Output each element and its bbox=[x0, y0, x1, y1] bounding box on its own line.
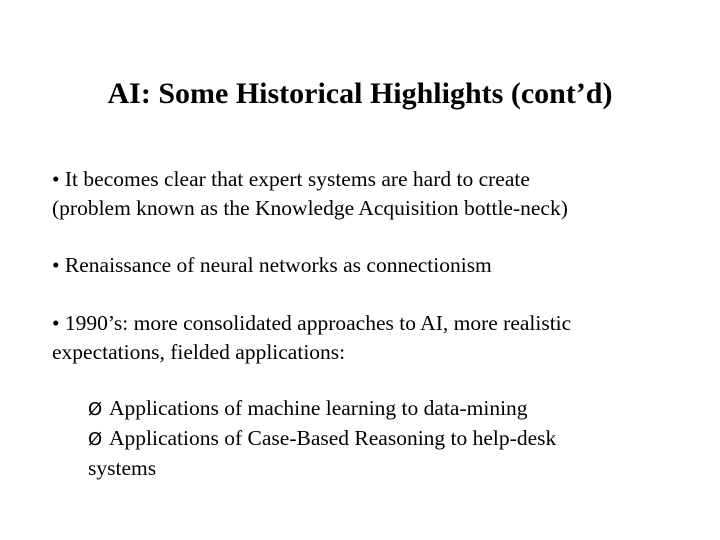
arrow-bullet-icon: Ø bbox=[88, 429, 103, 450]
bullet-line: expectations, fielded applications: bbox=[52, 340, 346, 364]
bullet-line: (problem known as the Knowledge Acquisition bottle-neck) bbox=[52, 196, 568, 220]
bullet-line: • It becomes clear that expert systems are hard to create bbox=[52, 167, 530, 191]
sub-bullet-line bbox=[88, 424, 688, 454]
sub-bullet-line bbox=[88, 394, 688, 424]
bullet-item bbox=[52, 165, 692, 223]
bullet-item bbox=[52, 251, 692, 280]
sub-bullet-list bbox=[88, 394, 688, 483]
bullet-item bbox=[52, 309, 692, 367]
arrow-bullet-icon: Ø bbox=[88, 399, 103, 420]
sub-bullet-line: systems bbox=[88, 456, 157, 480]
sub-bullet-item bbox=[88, 424, 688, 483]
bullet-line: • Renaissance of neural networks as connectionism bbox=[52, 253, 492, 277]
sub-bullet-item bbox=[88, 394, 688, 424]
bullet-line: • 1990’s: more consolidated approaches to AI, more realistic bbox=[52, 311, 572, 335]
sub-bullet-text: Applications of Case-Based Reasoning to help-desk bbox=[109, 426, 557, 450]
slide-title: AI: Some Historical Highlights (cont’d) bbox=[107, 77, 613, 110]
sub-bullet-text: Applications of machine learning to data-mining bbox=[109, 396, 528, 420]
